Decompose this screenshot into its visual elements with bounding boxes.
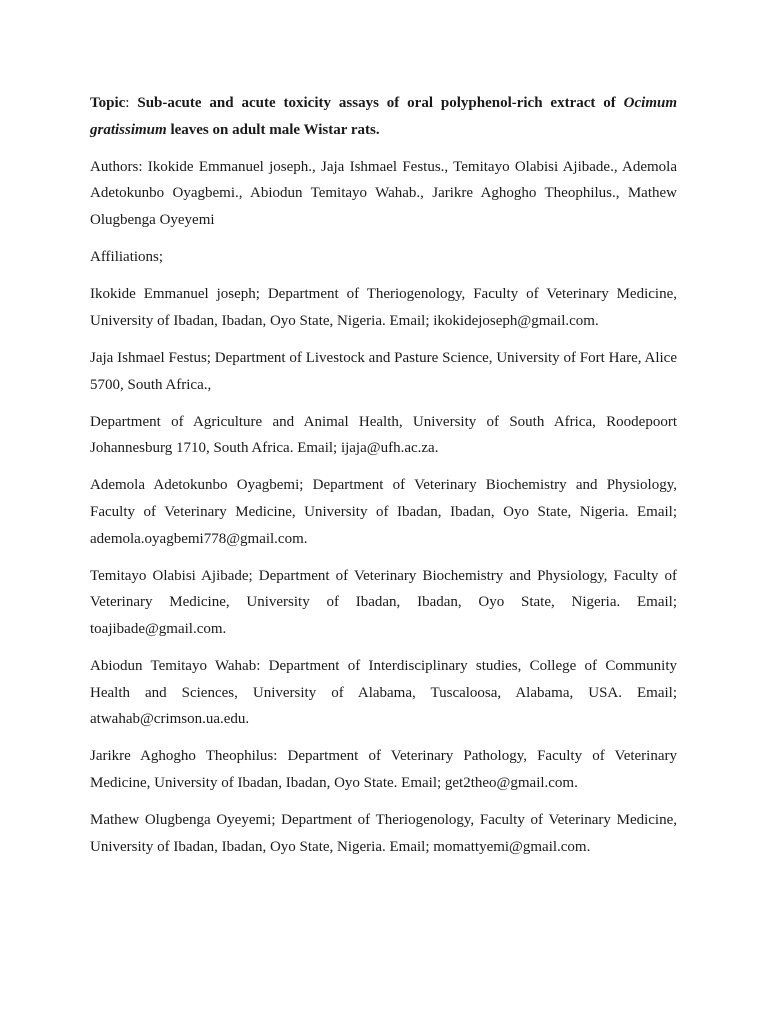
- authors-paragraph: Authors: Ikokide Emmanuel joseph., Jaja Ishmael Festus., Temitayo Olabisi Ajibade., Ademola Adetokunbo Oyagbemi., Abiodun Temitayo Wahab., Jarikre Aghogho Theophilus., Mathew Olugbenga Oyeyemi: [90, 158, 677, 229]
- affiliation-item: Temitayo Olabisi Ajibade; Department of Veterinary Biochemistry and Physiology, Faculty of Veterinary Medicine, University of Ibadan, Ibadan, Oyo State, Nigeria. Email; toajibade@gmail.com.: [90, 567, 677, 638]
- affiliation-item: Ikokide Emmanuel joseph; Department of Theriogenology, Faculty of Veterinary Medicine, University of Ibadan, Ibadan, Oyo State, Nigeria. Email; ikokidejoseph@gmail.com.: [90, 286, 677, 329]
- affiliation-item: Department of Agriculture and Animal Health, University of South Africa, Roodepoort Johannesburg 1710, South Africa. Email; ijaja@ufh.ac.za.: [90, 413, 677, 457]
- affiliation-item: Ademola Adetokunbo Oyagbemi; Department of Veterinary Biochemistry and Physiology, Faculty of Veterinary Medicine, University of Ibadan, Ibadan, Oyo State, Nigeria. Email; ademola.oyagbemi778@gmail.com.: [90, 477, 677, 547]
- topic-label: Topic: [90, 95, 126, 111]
- topic-colon: :: [125, 95, 138, 111]
- topic-title-start: Sub-acute and acute toxicity assays of oral polyphenol-rich extract of: [137, 95, 624, 111]
- topic-paragraph: [90, 90, 677, 143]
- topic-title-end: leaves on adult male Wistar rats.: [166, 121, 380, 138]
- affiliations-heading: Affiliations;: [90, 249, 164, 266]
- topic-species-name: Ocimum gratissimum: [90, 95, 678, 138]
- affiliation-item: Abiodun Temitayo Wahab: Department of Interdisciplinary studies, College of Community Health and Sciences, University of Alabama, Tuscaloosa, Alabama, USA. Email; atwahab@crimson.ua.edu.: [90, 658, 677, 728]
- document-page: [90, 90, 677, 871]
- affiliation-item: Jaja Ishmael Festus; Department of Livestock and Pasture Science, University of Fort Hare, Alice 5700, South Africa.,: [90, 349, 677, 393]
- affiliation-item: Jarikre Aghogho Theophilus: Department of Veterinary Pathology, Faculty of Veterinary Medicine, University of Ibadan, Ibadan, Oyo State. Email; get2theo@gmail.com.: [90, 748, 677, 792]
- affiliation-item: Mathew Olugbenga Oyeyemi; Department of Theriogenology, Faculty of Veterinary Medicine, University of Ibadan, Ibadan, Oyo State, Nigeria. Email; momattyemi@gmail.com.: [90, 812, 677, 855]
